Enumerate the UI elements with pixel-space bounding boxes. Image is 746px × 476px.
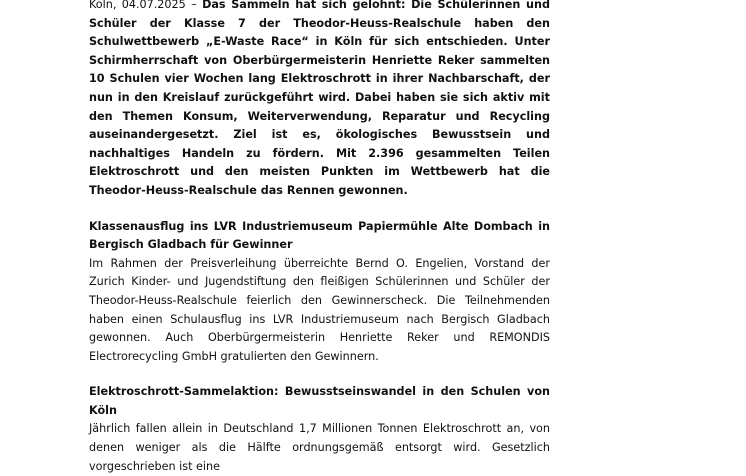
section-body-klassenausflug: Im Rahmen der Preisverleihung überreichte Bernd O. Engelien, Vorstand der Zurich Kinder- und Jugendstiftung den fleißigen Schülerinnen und Schüler der Theodor-Heuss-Realschule feierlich den Gewinnerscheck. Die Teilnehmenden haben einen Schulausflug ins LVR Industriemuseum nach Bergisch Gladbach gewonnen. Auch Oberbürgermeisterin Henriette Reker und REMONDIS Electrorecycling GmbH gratulierten den Gewinnern. bbox=[89, 256, 550, 363]
lead-paragraph bbox=[89, 0, 550, 201]
section-body-sammelaktion: Jährlich fallen allein in Deutschland 1,7 Millionen Tonnen Elektroschrott an, von denen weniger als die Hälfte ordnungsgemäß entsorgt wird. Gesetzlich vorgeschrieben ist eine bbox=[89, 422, 550, 473]
document-page bbox=[89, 0, 550, 476]
paragraph-spacer bbox=[89, 366, 550, 383]
section-heading-klassenausflug: Klassenausflug ins LVR Industriemuseum Papiermühle Alte Dombach in Bergisch Gladbach für Gewinner bbox=[89, 219, 550, 252]
dateline: Köln, 04.07.2025 – bbox=[89, 0, 203, 11]
section-heading-sammelaktion: Elektroschrott-Sammelaktion: Bewusstseinswandel in den Schulen von Köln bbox=[89, 385, 550, 417]
paragraph-spacer bbox=[89, 201, 550, 218]
lead-text: Das Sammeln hat sich gelohnt: Die Schülerinnen und Schüler der Klasse 7 der Theodor-Heuss-Realschule haben den Schulwettbewerb „E-Waste Race“ in Köln für sich entschieden. Unter Schirmherrschaft von Oberbürgermeisterin Henriette Reker sammelten 10 Schulen vier Wochen lang Elektroschrott in ihrer Nachbarschaft, der nun in den Kreislauf zurückgeführt wird. Dabei haben sie sich aktiv mit den Themen Konsum, Weiterverwendung, Reparatur und Recycling auseinandergesetzt. Ziel ist es, ökologisches Bewusstsein und nachhaltiges Handeln zu fördern. Mit 2.396 gesammelten Teilen Elektroschrott und den meisten Punkten im Wettbewerb hat die Theodor-Heuss-Realschule das Rennen gewonnen. bbox=[89, 0, 550, 197]
